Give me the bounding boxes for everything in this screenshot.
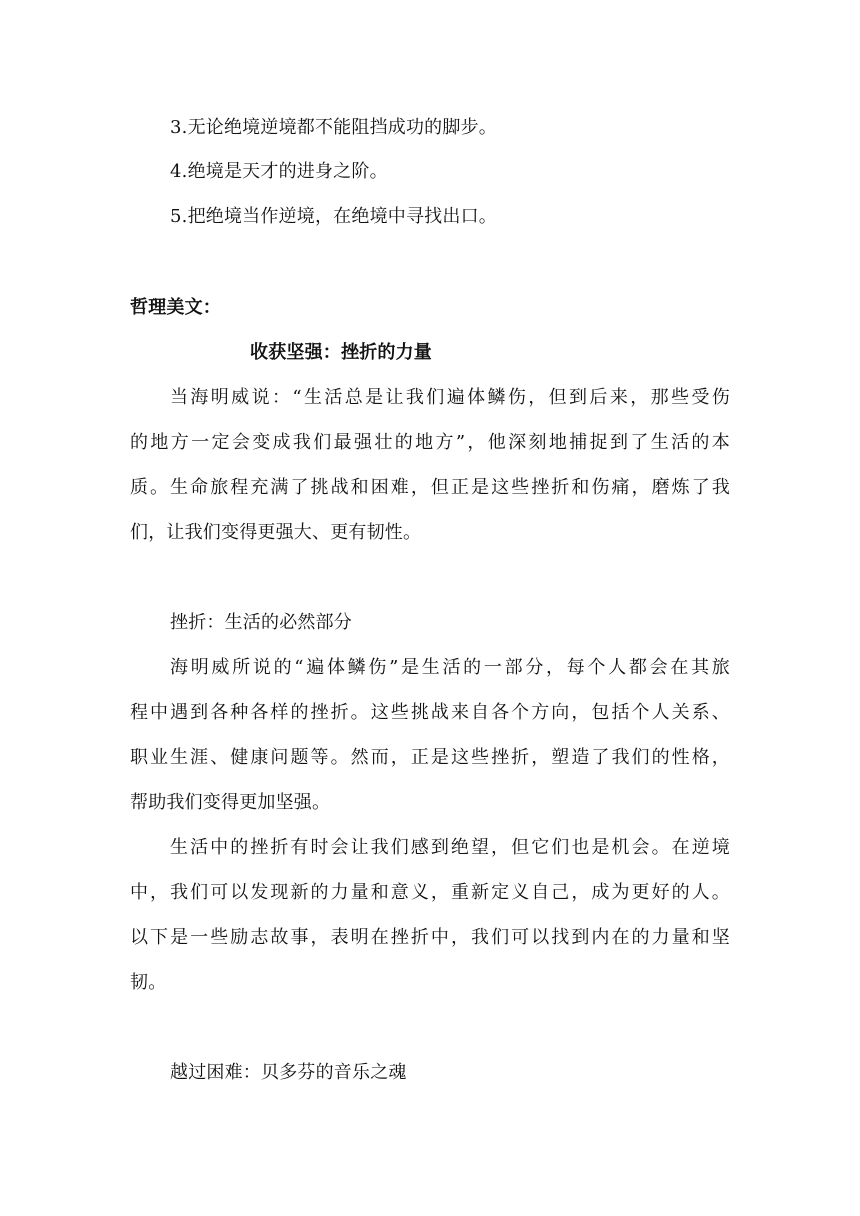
subheading: 挫折：生活的必然部分 (170, 612, 352, 633)
paragraph-line: 生活中的挫折有时会让我们感到绝望，但它们也是机会。在逆境 (170, 837, 730, 858)
list-item: 4.绝境是天才的进身之阶。 (170, 161, 388, 182)
list-item: 3.无论绝境逆境都不能阻挡成功的脚步。 (170, 117, 497, 138)
paragraph-line: 当海明威说：“生活总是让我们遍体鳞伤，但到后来，那些受伤 (170, 387, 730, 408)
paragraph-line: 帮助我们变得更加坚强。 (130, 792, 331, 813)
section-heading: 哲理美文： (130, 297, 221, 318)
paragraph-line: 质。生命旅程充满了挑战和困难，但正是这些挫折和伤痛，磨炼了我 (130, 477, 730, 498)
article-title: 收获坚强：挫折的力量 (250, 342, 432, 363)
paragraph-line: 的地方一定会变成我们最强壮的地方”，他深刻地捕捉到了生活的本 (130, 432, 730, 453)
paragraph-line: 程中遇到各种各样的挫折。这些挑战来自各个方向，包括个人关系、 (130, 702, 730, 723)
paragraph-line: 职业生涯、健康问题等。然而，正是这些挫折，塑造了我们的性格， (130, 747, 730, 768)
paragraph-line: 以下是一些励志故事，表明在挫折中，我们可以找到内在的力量和坚 (130, 927, 730, 948)
paragraph-line: 中，我们可以发现新的力量和意义，重新定义自己，成为更好的人。 (130, 882, 730, 903)
subheading: 越过困难：贝多芬的音乐之魂 (170, 1062, 407, 1083)
paragraph-line: 们，让我们变得更强大、更有韧性。 (130, 522, 422, 543)
list-item: 5.把绝境当作逆境，在绝境中寻找出口。 (170, 206, 497, 227)
paragraph-line: 韧。 (130, 972, 167, 993)
paragraph-line: 海明威所说的“遍体鳞伤”是生活的一部分，每个人都会在其旅 (170, 657, 730, 678)
